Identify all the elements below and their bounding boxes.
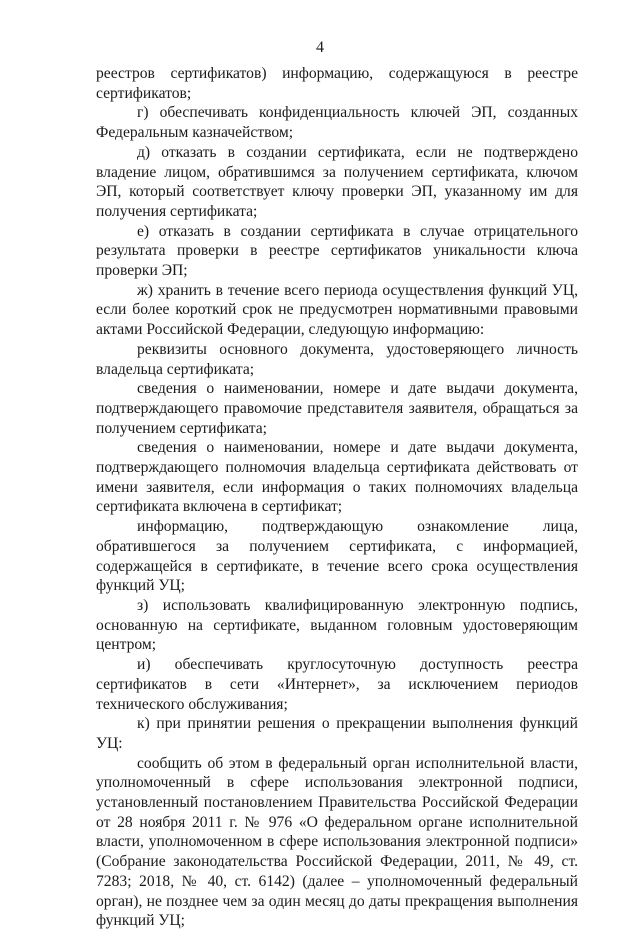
paragraph-item-i: и) обеспечивать круглосуточную доступность реестра сертификатов в сети «Интернет», за исключением периодов технического обслуживания;: [96, 656, 578, 713]
paragraph-subitem-owner-authority: сведения о наименовании, номере и дате выдачи документа, подтверждающего полномочия владельца сертификата действовать от имени заявителя, если информация о таких полномочиях владельца сертификата включена в сертификат;: [96, 439, 578, 516]
paragraph-item-k: к) при принятии решения о прекращении выполнения функций УЦ:: [96, 715, 578, 752]
paragraph-item-e: е) отказать в создании сертификата в случае отрицательного результата проверки в реестре сертификатов уникальности ключа проверки ЭП;: [96, 222, 578, 280]
document-body: [96, 64, 578, 931]
paragraph-subitem-acquaintance: информацию, подтверждающую ознакомление лица, обратившегося за получением сертификата, с информацией, содержащейся в сертификате, в течение всего срока осуществления функций УЦ;: [96, 518, 578, 595]
paragraph-subitem-notify: сообщить об этом в федеральный орган исполнительной власти, уполномоченный в сфере использования электронной подписи, установленный постановлением Правительства Российской Федерации от 28 ноября 2011 г. № 976 «О федеральном органе исполнительной власти, уполномоченном в сфере использования электронной подписи» (Собрание законодательства Российской Федерации, 2011, № 49, ст. 7283; 2018, № 40, ст. 6142) (далее – уполномоченный федеральный орган), не позднее чем за один месяц до даты прекращения выполнения функций УЦ;: [96, 754, 578, 930]
paragraph-continuation: реестров сертификатов) информацию, содержащуюся в реестре сертификатов;: [96, 65, 578, 102]
paragraph-item-z: з) использовать квалифицированную электронную подпись, основанную на сертификате, выданном головным удостоверяющим центром;: [96, 596, 578, 654]
paragraph-subitem-document-details: реквизиты основного документа, удостоверяющего личность владельца сертификата;: [96, 340, 578, 378]
paragraph-item-d: д) отказать в создании сертификата, если не подтверждено владение лицом, обратившимся за получением сертификата, ключом ЭП, который соответствует ключу проверки ЭП, указанному им для получения сертификата;: [96, 143, 578, 220]
paragraph-item-zh: ж) хранить в течение всего периода осуществления функций УЦ, если более короткий срок не предусмотрен нормативными правовыми актами Российской Федерации, следующую информацию:: [96, 281, 578, 339]
paragraph-item-g: г) обеспечивать конфиденциальность ключей ЭП, созданных Федеральным казначейством;: [96, 104, 578, 142]
page-number: 4: [316, 39, 324, 56]
paragraph-subitem-representative-authority: сведения о наименовании, номере и дате выдачи документа, подтверждающего правомочие представителя заявителя, обращаться за получением сертификата;: [96, 380, 578, 437]
